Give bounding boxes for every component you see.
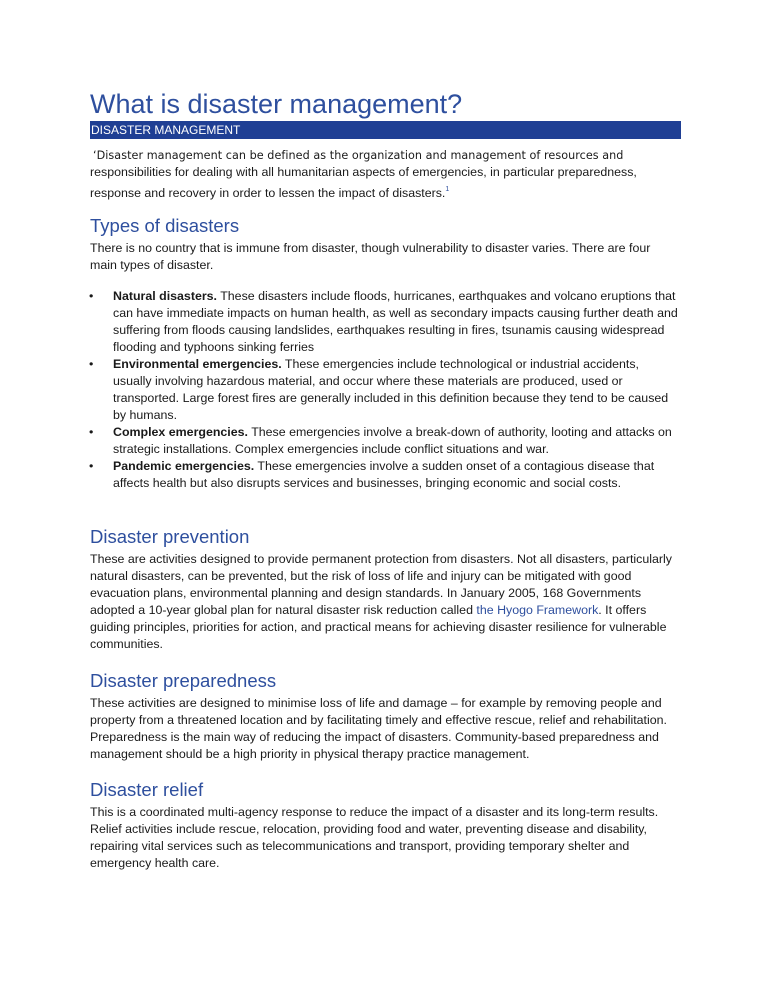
prevention-text: These are activities designed to provide permanent protection from disasters. Not all disasters, particularly natural disasters, can be prevented, but the risk of loss of life and injury can be mitigated with good evacuation plans, environmental planning and design standards. In January 2005, 168 Governments adopted a 10-year global plan for natural disaster risk reduction called xyxy=(90,552,672,617)
relief-paragraph: This is a coordinated multi-agency response to reduce the impact of a disaster and its long-term results. Relief activities include rescue, relocation, providing food and water, preventing disease and disability, repairing vital services such as telecommunications and transport, providing temporary shelter and emergency health care. xyxy=(90,805,659,870)
intro-rest: responsibilities for dealing with all humanitarian aspects of emergencies, in particular preparedness, response and recovery in order to lessen the impact of disasters. xyxy=(90,165,637,200)
bullet-icon: • xyxy=(89,357,94,371)
bullet-icon: • xyxy=(89,425,94,439)
bullet-icon: • xyxy=(89,459,94,473)
list-item xyxy=(90,288,680,356)
types-heading: Types of disasters xyxy=(90,215,240,236)
page-title: What is disaster management? xyxy=(90,89,463,119)
section-banner: DISASTER MANAGEMENT xyxy=(90,121,681,139)
item-text: These emergencies involve a sudden onset of a contagious disease that affects health but also disrupts services and businesses, bringing economic and social costs. xyxy=(113,459,655,490)
preparedness-paragraph: These activities are designed to minimise loss of life and damage – for example by removing people and property from a threatened location and by facilitating timely and effective rescue, relief and rehabilitation. Preparedness is the main way of reducing the impact of disasters. Community-based preparedness and management should be a high priority in physical therapy practice management. xyxy=(90,696,667,761)
relief-heading: Disaster relief xyxy=(90,779,204,800)
item-text: These emergencies involve a break-down of authority, looting and attacks on strategic installations. Complex emergencies include conflict situations and war. xyxy=(113,425,672,456)
preparedness-heading: Disaster preparedness xyxy=(90,670,277,691)
prevention-text-end: . It offers guiding principles, priorities for action, and practical means for achieving disaster resilience for vulnerable communities. xyxy=(90,603,667,651)
item-text: These emergencies include technological or industrial accidents, usually involving hazardous material, and occur where these materials are produced, used or transported. Large forest fires are generally included in this definition because they tend to be caused by humans. xyxy=(113,357,669,422)
types-intro: There is no country that is immune from disaster, though vulnerability to disaster varies. There are four main types of disaster. xyxy=(90,241,651,272)
item-term: Environmental emergencies. xyxy=(113,357,282,371)
intro-first-line: ‘Disaster management can be defined as the organization and management of resources and xyxy=(93,149,624,162)
hyogo-framework-link[interactable]: the Hyogo Framework xyxy=(476,603,599,617)
item-term: Complex emergencies. xyxy=(113,425,248,439)
item-term: Pandemic emergencies. xyxy=(113,459,255,473)
list-item xyxy=(90,356,680,424)
item-term: Natural disasters. xyxy=(113,289,217,303)
list-item xyxy=(90,424,680,458)
footnote-marker[interactable]: 1 xyxy=(445,186,450,193)
disaster-types-list xyxy=(90,288,680,492)
prevention-heading: Disaster prevention xyxy=(90,526,250,547)
intro-paragraph xyxy=(90,147,680,202)
list-item xyxy=(90,458,680,492)
bullet-icon: • xyxy=(89,289,94,303)
item-text: These disasters include floods, hurricanes, earthquakes and volcano eruptions that can have immediate impacts on human health, as well as secondary impacts causing further death and suffering from floods causing landslides, earthquakes resulting in fires, tsunamis causing widespread flooding and typhoons sinking ferries xyxy=(113,289,678,354)
prevention-paragraph xyxy=(90,551,680,653)
